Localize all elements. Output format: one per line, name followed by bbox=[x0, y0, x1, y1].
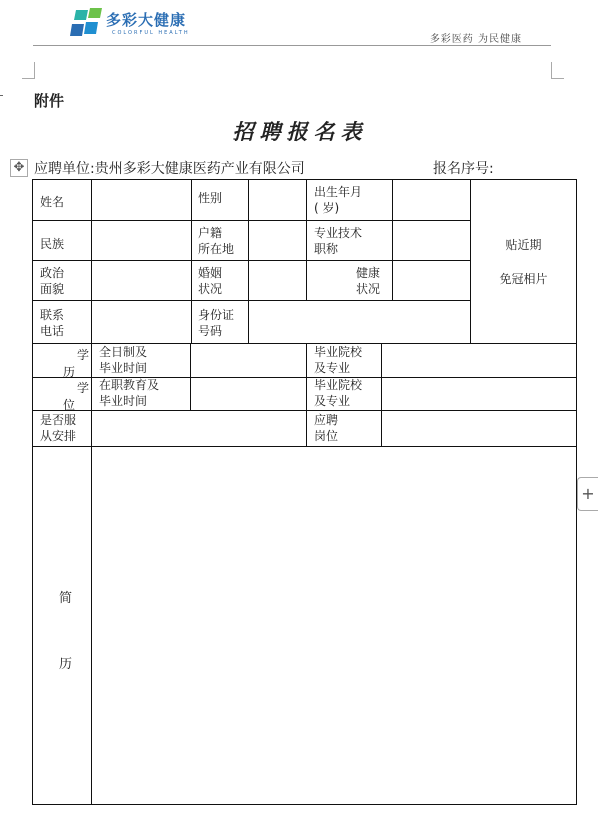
inservice-school-field[interactable] bbox=[382, 378, 576, 410]
political-status-label: 政治 面貌 bbox=[40, 266, 65, 296]
political-status-field[interactable] bbox=[92, 261, 191, 300]
professional-title-field[interactable] bbox=[393, 221, 470, 260]
applying-unit-label: 应聘单位:贵州多彩大健康医药产业有限公司 bbox=[34, 161, 305, 177]
health-status-field[interactable] bbox=[393, 261, 470, 300]
resume-label-2: 历 bbox=[59, 657, 73, 672]
hukou-field[interactable] bbox=[249, 221, 306, 260]
birth-date-label: 出生年月 ( 岁) bbox=[314, 185, 363, 215]
accept-assignment-label: 是否服 从安排 bbox=[40, 413, 77, 443]
phone-label: 联系 电话 bbox=[40, 308, 65, 338]
inservice-school-label: 毕业院校 及专业 bbox=[314, 378, 363, 408]
education-label: 学 历 bbox=[63, 348, 90, 379]
accept-assignment-field[interactable] bbox=[92, 411, 306, 446]
fulltime-school-label: 毕业院校 及专业 bbox=[314, 345, 363, 375]
position-label: 应聘 岗位 bbox=[314, 413, 339, 443]
brand-subtitle: COLORFUL HEALTH bbox=[112, 30, 190, 36]
add-row-plus-icon[interactable]: + bbox=[577, 477, 598, 511]
resume-label-1: 简 bbox=[59, 591, 73, 606]
fulltime-education-field[interactable] bbox=[191, 344, 306, 377]
registration-number-label: 报名序号: bbox=[433, 161, 494, 177]
resume-field[interactable] bbox=[92, 447, 576, 804]
name-label: 姓名 bbox=[40, 195, 65, 209]
health-status-label: 健康 状况 bbox=[356, 266, 381, 296]
marital-status-field[interactable] bbox=[249, 261, 306, 300]
marital-status-label: 婚姻 状况 bbox=[198, 266, 223, 296]
photo-box[interactable]: 贴近期 免冠相片 bbox=[499, 237, 548, 286]
form-title: 招聘报名表 bbox=[232, 119, 368, 144]
name-field[interactable] bbox=[92, 180, 191, 220]
ethnicity-label: 民族 bbox=[40, 237, 65, 251]
fulltime-school-field[interactable] bbox=[382, 344, 576, 377]
position-field[interactable] bbox=[382, 411, 576, 446]
gender-label: 性别 bbox=[198, 191, 223, 205]
header-slogan: 多彩医药 为民健康 bbox=[429, 34, 522, 45]
fulltime-education-label: 全日制及 毕业时间 bbox=[99, 345, 148, 375]
id-card-label: 身份证 号码 bbox=[198, 308, 235, 338]
ethnicity-field[interactable] bbox=[92, 221, 191, 260]
inservice-education-field[interactable] bbox=[191, 378, 306, 410]
brand-name: 多彩大健康 bbox=[106, 11, 187, 29]
id-card-field[interactable] bbox=[249, 301, 470, 343]
gender-field[interactable] bbox=[249, 180, 306, 220]
birth-date-field[interactable] bbox=[393, 180, 470, 220]
attachment-label: 附件 bbox=[34, 92, 65, 110]
hukou-label: 户籍 所在地 bbox=[198, 226, 235, 256]
phone-field[interactable] bbox=[92, 301, 191, 343]
table-move-handle-icon[interactable]: ✥ bbox=[10, 159, 28, 177]
inservice-education-label: 在职教育及 毕业时间 bbox=[99, 378, 160, 408]
professional-title-label: 专业技术 职称 bbox=[314, 226, 363, 256]
degree-label: 学 位 bbox=[63, 381, 90, 412]
